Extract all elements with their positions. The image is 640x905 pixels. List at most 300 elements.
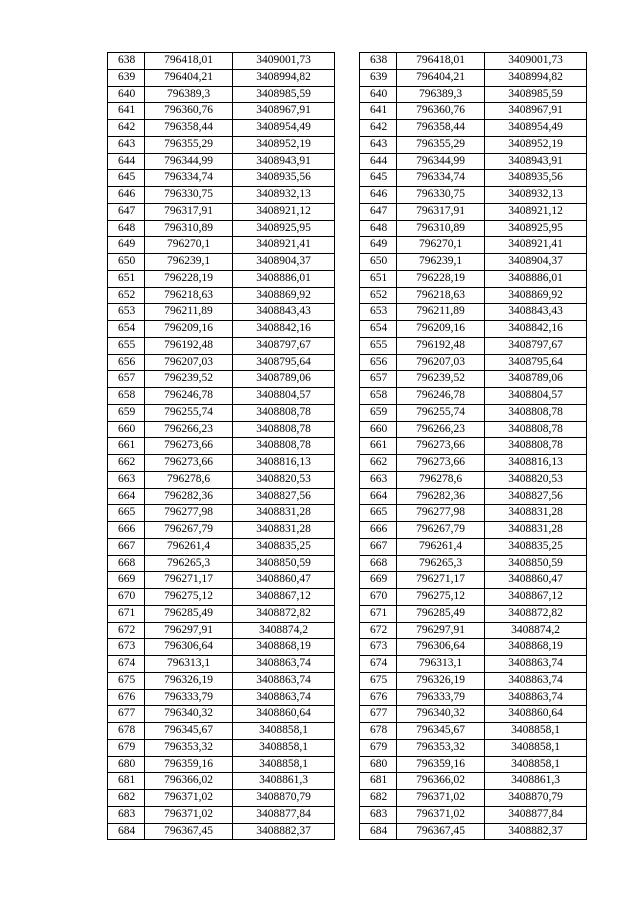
x-coordinate-cell: 796261,4 (145, 538, 233, 555)
table-row (108, 254, 335, 271)
point-number-cell: 660 (360, 421, 397, 438)
point-number-cell: 679 (108, 739, 145, 756)
point-number-cell: 646 (108, 187, 145, 204)
table-row (108, 455, 335, 472)
x-coordinate-cell: 796306,64 (397, 639, 485, 656)
table-row (360, 237, 587, 254)
point-number-cell: 663 (108, 471, 145, 488)
table-row (108, 823, 335, 840)
x-coordinate-cell: 796404,21 (145, 69, 233, 86)
y-coordinate-cell: 3408861,3 (485, 773, 587, 790)
table-row (108, 220, 335, 237)
point-number-cell: 683 (108, 806, 145, 823)
x-coordinate-cell: 796275,12 (145, 589, 233, 606)
table-row (360, 170, 587, 187)
point-number-cell: 640 (108, 86, 145, 103)
x-coordinate-cell: 796306,64 (145, 639, 233, 656)
x-coordinate-cell: 796297,91 (145, 622, 233, 639)
point-number-cell: 651 (360, 270, 397, 287)
point-number-cell: 644 (108, 153, 145, 170)
table-row (360, 120, 587, 137)
y-coordinate-cell: 3408877,84 (485, 806, 587, 823)
x-coordinate-cell: 796209,16 (145, 321, 233, 338)
y-coordinate-cell: 3408874,2 (485, 622, 587, 639)
y-coordinate-cell: 3408808,78 (233, 438, 335, 455)
table-row (360, 136, 587, 153)
point-number-cell: 664 (360, 488, 397, 505)
x-coordinate-cell: 796207,03 (145, 354, 233, 371)
point-number-cell: 655 (108, 337, 145, 354)
point-number-cell: 655 (360, 337, 397, 354)
x-coordinate-cell: 796267,79 (145, 522, 233, 539)
table-row (360, 404, 587, 421)
x-coordinate-cell: 796255,74 (397, 404, 485, 421)
point-number-cell: 654 (108, 321, 145, 338)
point-number-cell: 641 (360, 103, 397, 120)
point-number-cell: 661 (108, 438, 145, 455)
y-coordinate-cell: 3408860,64 (485, 706, 587, 723)
table-row (108, 153, 335, 170)
table-row (360, 220, 587, 237)
y-coordinate-cell: 3408985,59 (485, 86, 587, 103)
y-coordinate-cell: 3408789,06 (233, 371, 335, 388)
y-coordinate-cell: 3408831,28 (233, 522, 335, 539)
x-coordinate-cell: 796282,36 (397, 488, 485, 505)
y-coordinate-cell: 3408858,1 (485, 756, 587, 773)
point-number-cell: 667 (108, 538, 145, 555)
point-number-cell: 671 (108, 605, 145, 622)
x-coordinate-cell: 796344,99 (397, 153, 485, 170)
table-row (360, 555, 587, 572)
table-row (108, 723, 335, 740)
x-coordinate-cell: 796270,1 (397, 237, 485, 254)
x-coordinate-cell: 796273,66 (145, 438, 233, 455)
table-row (360, 103, 587, 120)
x-coordinate-cell: 796404,21 (397, 69, 485, 86)
x-coordinate-cell: 796275,12 (397, 589, 485, 606)
x-coordinate-cell: 796255,74 (145, 404, 233, 421)
x-coordinate-cell: 796371,02 (145, 790, 233, 807)
x-coordinate-cell: 796360,76 (397, 103, 485, 120)
x-coordinate-cell: 796285,49 (397, 605, 485, 622)
table-row (360, 270, 587, 287)
point-number-cell: 641 (108, 103, 145, 120)
table-row (108, 806, 335, 823)
x-coordinate-cell: 796278,6 (145, 471, 233, 488)
point-number-cell: 672 (108, 622, 145, 639)
point-number-cell: 684 (108, 823, 145, 840)
table-row (360, 371, 587, 388)
table-row (360, 505, 587, 522)
point-number-cell: 648 (108, 220, 145, 237)
x-coordinate-cell: 796359,16 (145, 756, 233, 773)
y-coordinate-cell: 3408860,47 (485, 572, 587, 589)
coordinates-table-left (107, 52, 335, 840)
table-row (108, 739, 335, 756)
point-number-cell: 673 (108, 639, 145, 656)
table-row (360, 639, 587, 656)
y-coordinate-cell: 3408816,13 (233, 455, 335, 472)
y-coordinate-cell: 3408863,74 (485, 689, 587, 706)
x-coordinate-cell: 796267,79 (397, 522, 485, 539)
y-coordinate-cell: 3408932,13 (233, 187, 335, 204)
x-coordinate-cell: 796270,1 (145, 237, 233, 254)
point-number-cell: 675 (108, 672, 145, 689)
table-row (360, 203, 587, 220)
table-row (360, 354, 587, 371)
point-number-cell: 662 (360, 455, 397, 472)
y-coordinate-cell: 3408820,53 (485, 471, 587, 488)
y-coordinate-cell: 3408921,12 (233, 203, 335, 220)
x-coordinate-cell: 796418,01 (397, 53, 485, 70)
table-row (108, 538, 335, 555)
table-row (108, 605, 335, 622)
x-coordinate-cell: 796228,19 (397, 270, 485, 287)
table-row (360, 287, 587, 304)
x-coordinate-cell: 796317,91 (145, 203, 233, 220)
table-row (360, 337, 587, 354)
x-coordinate-cell: 796266,23 (397, 421, 485, 438)
table-row (108, 136, 335, 153)
table-row (108, 555, 335, 572)
point-number-cell: 647 (360, 203, 397, 220)
y-coordinate-cell: 3408921,41 (233, 237, 335, 254)
point-number-cell: 653 (360, 304, 397, 321)
y-coordinate-cell: 3408863,74 (233, 656, 335, 673)
table-row (108, 170, 335, 187)
table-row (108, 203, 335, 220)
y-coordinate-cell: 3408827,56 (485, 488, 587, 505)
y-coordinate-cell: 3408835,25 (233, 538, 335, 555)
table-row (360, 672, 587, 689)
table-row (108, 672, 335, 689)
y-coordinate-cell: 3408872,82 (233, 605, 335, 622)
y-coordinate-cell: 3408808,78 (233, 404, 335, 421)
y-coordinate-cell: 3408904,37 (485, 254, 587, 271)
y-coordinate-cell: 3408921,12 (485, 203, 587, 220)
point-number-cell: 640 (360, 86, 397, 103)
x-coordinate-cell: 796340,32 (397, 706, 485, 723)
point-number-cell: 660 (108, 421, 145, 438)
table-row (108, 773, 335, 790)
point-number-cell: 638 (360, 53, 397, 70)
x-coordinate-cell: 796334,74 (145, 170, 233, 187)
x-coordinate-cell: 796344,99 (145, 153, 233, 170)
table-row (360, 823, 587, 840)
point-number-cell: 645 (360, 170, 397, 187)
point-number-cell: 642 (360, 120, 397, 137)
x-coordinate-cell: 796218,63 (397, 287, 485, 304)
table-row (360, 538, 587, 555)
x-coordinate-cell: 796265,3 (397, 555, 485, 572)
y-coordinate-cell: 3408804,57 (233, 388, 335, 405)
y-coordinate-cell: 3408795,64 (233, 354, 335, 371)
y-coordinate-cell: 3408795,64 (485, 354, 587, 371)
x-coordinate-cell: 796266,23 (145, 421, 233, 438)
x-coordinate-cell: 796330,75 (397, 187, 485, 204)
point-number-cell: 652 (108, 287, 145, 304)
y-coordinate-cell: 3408863,74 (233, 689, 335, 706)
table-row (108, 86, 335, 103)
y-coordinate-cell: 3408886,01 (485, 270, 587, 287)
y-coordinate-cell: 3408789,06 (485, 371, 587, 388)
table-row (360, 488, 587, 505)
table-row (108, 639, 335, 656)
x-coordinate-cell: 796355,29 (397, 136, 485, 153)
y-coordinate-cell: 3408858,1 (485, 739, 587, 756)
x-coordinate-cell: 796366,02 (145, 773, 233, 790)
point-number-cell: 681 (360, 773, 397, 790)
table-row (360, 723, 587, 740)
y-coordinate-cell: 3408952,19 (485, 136, 587, 153)
table-row (360, 689, 587, 706)
point-number-cell: 647 (108, 203, 145, 220)
point-number-cell: 657 (360, 371, 397, 388)
x-coordinate-cell: 796310,89 (397, 220, 485, 237)
x-coordinate-cell: 796313,1 (397, 656, 485, 673)
x-coordinate-cell: 796277,98 (145, 505, 233, 522)
x-coordinate-cell: 796418,01 (145, 53, 233, 70)
point-number-cell: 654 (360, 321, 397, 338)
point-number-cell: 639 (360, 69, 397, 86)
x-coordinate-cell: 796278,6 (397, 471, 485, 488)
y-coordinate-cell: 3408835,25 (485, 538, 587, 555)
y-coordinate-cell: 3408797,67 (233, 337, 335, 354)
y-coordinate-cell: 3408954,49 (233, 120, 335, 137)
table-row (108, 103, 335, 120)
y-coordinate-cell: 3408858,1 (485, 723, 587, 740)
table-row (360, 706, 587, 723)
table-row (108, 337, 335, 354)
y-coordinate-cell: 3408867,12 (485, 589, 587, 606)
point-number-cell: 682 (360, 790, 397, 807)
point-number-cell: 665 (108, 505, 145, 522)
y-coordinate-cell: 3408935,56 (233, 170, 335, 187)
x-coordinate-cell: 796367,45 (397, 823, 485, 840)
x-coordinate-cell: 796209,16 (397, 321, 485, 338)
table-row (360, 656, 587, 673)
coordinates-table-right (359, 52, 587, 840)
y-coordinate-cell: 3408994,82 (485, 69, 587, 86)
point-number-cell: 638 (108, 53, 145, 70)
x-coordinate-cell: 796239,1 (145, 254, 233, 271)
y-coordinate-cell: 3408867,12 (233, 589, 335, 606)
y-coordinate-cell: 3408921,41 (485, 237, 587, 254)
x-coordinate-cell: 796211,89 (397, 304, 485, 321)
table-row (360, 53, 587, 70)
table-row (108, 304, 335, 321)
point-number-cell: 675 (360, 672, 397, 689)
y-coordinate-cell: 3409001,73 (485, 53, 587, 70)
point-number-cell: 668 (108, 555, 145, 572)
x-coordinate-cell: 796355,29 (145, 136, 233, 153)
table-row (360, 739, 587, 756)
point-number-cell: 678 (108, 723, 145, 740)
y-coordinate-cell: 3408827,56 (233, 488, 335, 505)
point-number-cell: 663 (360, 471, 397, 488)
table-row (108, 706, 335, 723)
point-number-cell: 676 (108, 689, 145, 706)
table-row (360, 455, 587, 472)
y-coordinate-cell: 3408869,92 (485, 287, 587, 304)
table-row (108, 388, 335, 405)
y-coordinate-cell: 3408967,91 (233, 103, 335, 120)
table-row (360, 438, 587, 455)
y-coordinate-cell: 3408877,84 (233, 806, 335, 823)
table-row (108, 589, 335, 606)
x-coordinate-cell: 796246,78 (145, 388, 233, 405)
y-coordinate-cell: 3408952,19 (233, 136, 335, 153)
x-coordinate-cell: 796192,48 (145, 337, 233, 354)
point-number-cell: 645 (108, 170, 145, 187)
y-coordinate-cell: 3408872,82 (485, 605, 587, 622)
y-coordinate-cell: 3408831,28 (485, 505, 587, 522)
x-coordinate-cell: 796273,66 (397, 438, 485, 455)
table-row (360, 187, 587, 204)
y-coordinate-cell: 3408932,13 (485, 187, 587, 204)
table-row (108, 572, 335, 589)
point-number-cell: 677 (360, 706, 397, 723)
y-coordinate-cell: 3408850,59 (233, 555, 335, 572)
table-row (108, 689, 335, 706)
x-coordinate-cell: 796334,74 (397, 170, 485, 187)
y-coordinate-cell: 3408994,82 (233, 69, 335, 86)
y-coordinate-cell: 3408925,95 (485, 220, 587, 237)
point-number-cell: 653 (108, 304, 145, 321)
x-coordinate-cell: 796273,66 (397, 455, 485, 472)
y-coordinate-cell: 3408985,59 (233, 86, 335, 103)
y-coordinate-cell: 3408863,74 (485, 656, 587, 673)
y-coordinate-cell: 3408925,95 (233, 220, 335, 237)
point-number-cell: 658 (360, 388, 397, 405)
table-row (108, 237, 335, 254)
y-coordinate-cell: 3408804,57 (485, 388, 587, 405)
y-coordinate-cell: 3408820,53 (233, 471, 335, 488)
table-row (360, 321, 587, 338)
x-coordinate-cell: 796360,76 (145, 103, 233, 120)
table-row (108, 622, 335, 639)
x-coordinate-cell: 796271,17 (145, 572, 233, 589)
x-coordinate-cell: 796313,1 (145, 656, 233, 673)
point-number-cell: 659 (108, 404, 145, 421)
point-number-cell: 669 (360, 572, 397, 589)
y-coordinate-cell: 3408863,74 (485, 672, 587, 689)
x-coordinate-cell: 796358,44 (145, 120, 233, 137)
y-coordinate-cell: 3408808,78 (485, 421, 587, 438)
point-number-cell: 669 (108, 572, 145, 589)
x-coordinate-cell: 796359,16 (397, 756, 485, 773)
x-coordinate-cell: 796367,45 (145, 823, 233, 840)
point-number-cell: 679 (360, 739, 397, 756)
table-row (360, 421, 587, 438)
x-coordinate-cell: 796228,19 (145, 270, 233, 287)
y-coordinate-cell: 3408858,1 (233, 756, 335, 773)
table-row (108, 790, 335, 807)
point-number-cell: 639 (108, 69, 145, 86)
table-row (108, 505, 335, 522)
y-coordinate-cell: 3408860,64 (233, 706, 335, 723)
x-coordinate-cell: 796192,48 (397, 337, 485, 354)
x-coordinate-cell: 796239,52 (397, 371, 485, 388)
table-row (360, 756, 587, 773)
point-number-cell: 646 (360, 187, 397, 204)
y-coordinate-cell: 3408935,56 (485, 170, 587, 187)
table-row (360, 806, 587, 823)
y-coordinate-cell: 3408831,28 (233, 505, 335, 522)
y-coordinate-cell: 3408816,13 (485, 455, 587, 472)
table-row (360, 605, 587, 622)
x-coordinate-cell: 796282,36 (145, 488, 233, 505)
table-row (360, 622, 587, 639)
table-row (108, 522, 335, 539)
table-row (108, 270, 335, 287)
table-row (108, 69, 335, 86)
y-coordinate-cell: 3408870,79 (485, 790, 587, 807)
point-number-cell: 668 (360, 555, 397, 572)
point-number-cell: 677 (108, 706, 145, 723)
x-coordinate-cell: 796366,02 (397, 773, 485, 790)
x-coordinate-cell: 796371,02 (145, 806, 233, 823)
table-row (108, 471, 335, 488)
point-number-cell: 656 (108, 354, 145, 371)
point-number-cell: 683 (360, 806, 397, 823)
point-number-cell: 674 (360, 656, 397, 673)
table-row (108, 421, 335, 438)
point-number-cell: 680 (360, 756, 397, 773)
x-coordinate-cell: 796271,17 (397, 572, 485, 589)
point-number-cell: 684 (360, 823, 397, 840)
table-row (108, 53, 335, 70)
x-coordinate-cell: 796218,63 (145, 287, 233, 304)
point-number-cell: 682 (108, 790, 145, 807)
table-row (108, 438, 335, 455)
x-coordinate-cell: 796261,4 (397, 538, 485, 555)
y-coordinate-cell: 3408831,28 (485, 522, 587, 539)
x-coordinate-cell: 796371,02 (397, 806, 485, 823)
y-coordinate-cell: 3408868,19 (233, 639, 335, 656)
y-coordinate-cell: 3408850,59 (485, 555, 587, 572)
y-coordinate-cell: 3408808,78 (485, 438, 587, 455)
table-row (360, 304, 587, 321)
x-coordinate-cell: 796353,32 (145, 739, 233, 756)
y-coordinate-cell: 3408861,3 (233, 773, 335, 790)
table-row (360, 388, 587, 405)
point-number-cell: 642 (108, 120, 145, 137)
point-number-cell: 667 (360, 538, 397, 555)
point-number-cell: 644 (360, 153, 397, 170)
point-number-cell: 651 (108, 270, 145, 287)
y-coordinate-cell: 3408843,43 (485, 304, 587, 321)
x-coordinate-cell: 796345,67 (145, 723, 233, 740)
x-coordinate-cell: 796297,91 (397, 622, 485, 639)
point-number-cell: 680 (108, 756, 145, 773)
x-coordinate-cell: 796333,79 (145, 689, 233, 706)
x-coordinate-cell: 796207,03 (397, 354, 485, 371)
y-coordinate-cell: 3409001,73 (233, 53, 335, 70)
point-number-cell: 652 (360, 287, 397, 304)
x-coordinate-cell: 796239,1 (397, 254, 485, 271)
x-coordinate-cell: 796330,75 (145, 187, 233, 204)
table-row (360, 773, 587, 790)
y-coordinate-cell: 3408967,91 (485, 103, 587, 120)
table-row (360, 790, 587, 807)
x-coordinate-cell: 796326,19 (397, 672, 485, 689)
x-coordinate-cell: 796389,3 (145, 86, 233, 103)
x-coordinate-cell: 796371,02 (397, 790, 485, 807)
point-number-cell: 673 (360, 639, 397, 656)
x-coordinate-cell: 796353,32 (397, 739, 485, 756)
x-coordinate-cell: 796246,78 (397, 388, 485, 405)
